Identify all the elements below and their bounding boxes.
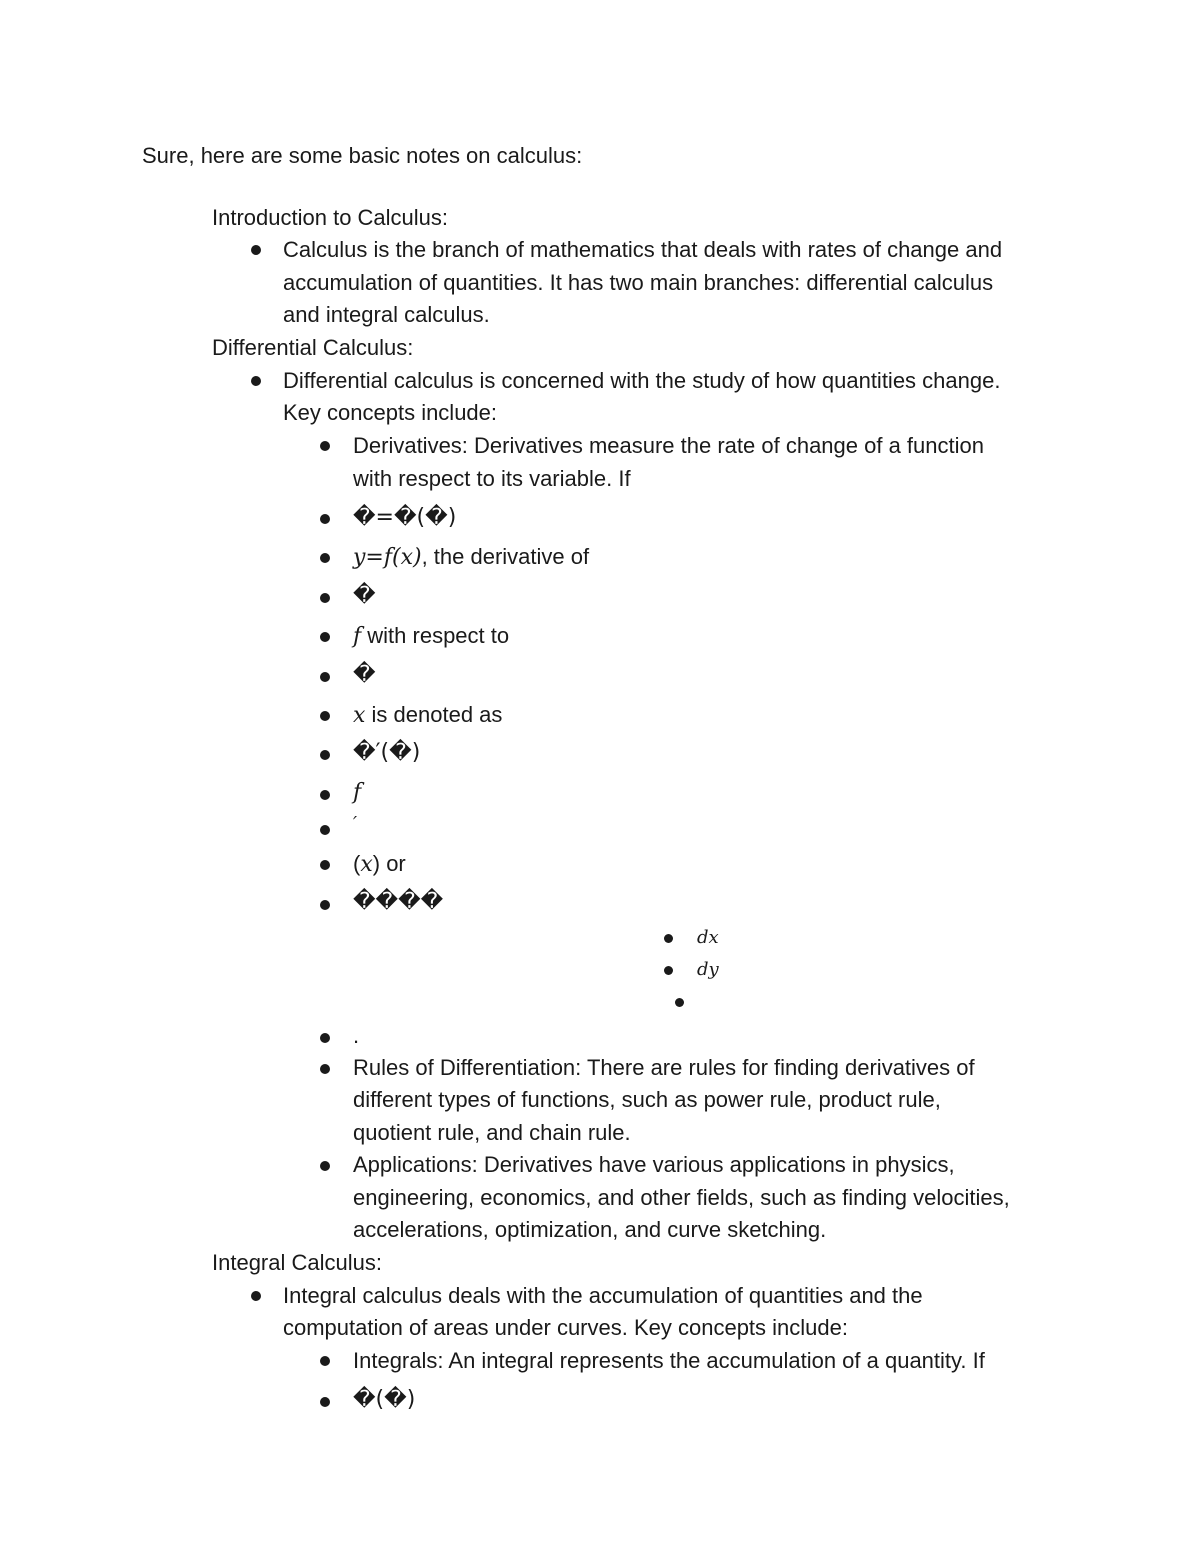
heading-integral: Integral Calculus:	[212, 1250, 382, 1275]
paren-open: (	[353, 851, 361, 876]
integral-item-line: computation of areas under curves. Key concepts include:	[283, 1315, 848, 1340]
x-line	[353, 699, 502, 731]
bullet	[320, 632, 330, 642]
bullet	[320, 790, 330, 800]
bullet	[320, 900, 330, 910]
bullet	[251, 245, 261, 255]
bullet	[664, 966, 673, 975]
math-dy: dy	[697, 959, 719, 980]
glyph-2: �	[353, 662, 376, 687]
bullet	[320, 672, 330, 682]
derivatives-line: with respect to its variable. If	[353, 466, 631, 491]
bullet	[251, 1291, 261, 1301]
px-line	[353, 848, 406, 880]
bullet	[320, 441, 330, 451]
bullet	[320, 553, 330, 563]
intro-item-line: accumulation of quantities. It has two main branches: differential calculus	[283, 270, 994, 295]
yfx-line	[353, 541, 589, 573]
bullet	[320, 1397, 330, 1407]
glyph-4: ����	[353, 889, 444, 914]
x-text: is denoted as	[365, 702, 503, 727]
bullet	[675, 998, 684, 1007]
rules-line: Rules of Differentiation: There are rules for finding derivatives of	[353, 1055, 975, 1080]
math-f: f	[353, 624, 362, 649]
bullet	[320, 1064, 330, 1074]
bullet	[320, 860, 330, 870]
rules-line: different types of functions, such as power rule, product rule,	[353, 1087, 941, 1112]
applications-line: engineering, economics, and other fields, such as finding velocities,	[353, 1185, 1010, 1210]
bullet	[320, 1356, 330, 1366]
bullet	[251, 376, 261, 386]
f-text: with respect to	[361, 623, 510, 648]
bullet	[320, 711, 330, 721]
intro-item-line: Calculus is the branch of mathematics that deals with rates of change and	[283, 237, 1003, 262]
glyph-prime: �′(�)	[353, 740, 421, 765]
rules-line: quotient rule, and chain rule.	[353, 1120, 631, 1145]
heading-differential: Differential Calculus:	[212, 335, 414, 360]
math-x-2: x	[360, 852, 373, 877]
yfx-text: , the derivative of	[421, 544, 590, 569]
bullet	[664, 934, 673, 943]
bullet	[320, 750, 330, 760]
differential-item-line: Key concepts include:	[283, 400, 498, 425]
math-f-2: f	[353, 780, 362, 805]
bullet	[320, 1033, 330, 1043]
glyph-fx: �(�)	[353, 1387, 416, 1412]
math-dx: dx	[697, 927, 719, 948]
paren-close: )	[372, 851, 381, 876]
heading-introduction: Introduction to Calculus:	[212, 205, 449, 230]
math-x: x	[353, 703, 366, 728]
glyph-eq: �=�(�)	[353, 505, 457, 530]
px-text: or	[380, 851, 406, 876]
integral-item-line: Integral calculus deals with the accumulation of quantities and the	[283, 1283, 923, 1308]
period-line: .	[353, 1023, 360, 1048]
applications-line: accelerations, optimization, and curve sketching.	[353, 1217, 827, 1242]
intro-text: Sure, here are some basic notes on calculus:	[142, 143, 583, 168]
integrals-line: Integrals: An integral represents the accumulation of a quantity. If	[353, 1348, 985, 1373]
differential-item-line: Differential calculus is concerned with the study of how quantities change.	[283, 368, 1001, 393]
bullet	[320, 514, 330, 524]
math-prime: ′	[353, 813, 358, 834]
intro-item-line: and integral calculus.	[283, 302, 490, 327]
f-line	[353, 620, 509, 652]
glyph-1: �	[353, 583, 376, 608]
math-yfx: y=f(x)	[353, 545, 422, 570]
bullet	[320, 825, 330, 835]
derivatives-line: Derivatives: Derivatives measure the rate of change of a function	[353, 433, 984, 458]
applications-line: Applications: Derivatives have various applications in physics,	[353, 1152, 955, 1177]
bullet	[320, 593, 330, 603]
bullet	[320, 1161, 330, 1171]
